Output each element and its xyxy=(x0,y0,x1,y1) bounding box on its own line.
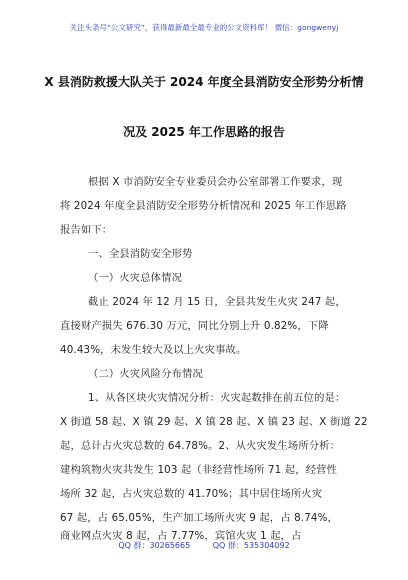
footer-banner xyxy=(0,540,408,551)
body-line: 起，总计占火灾总数的 64.78%。2、从火灾发生场所分析： xyxy=(60,440,341,452)
body-line: 根据 X 市消防安全专业委员会办公室部署工作要求，现 xyxy=(88,176,343,188)
section-heading: 一、全县消防安全形势 xyxy=(88,248,193,260)
body-line: 67 起，占 65.05%，生产加工场所火灾 9 起，占 8.74%， xyxy=(60,512,338,524)
body-line: X 街道 58 起、X 镇 29 起、X 镇 28 起、X 镇 23 起、X 街道 22 xyxy=(60,416,368,428)
body-line: 将 2024 年度全县消防安全形势分析情况和 2025 年工作思路 xyxy=(60,200,347,212)
body-line: 1、从各区块火灾情况分析：火灾起数排在前五位的是： xyxy=(88,392,346,404)
header-banner: 关注头条号“公文研究”，获得最新最全最专业的公文资料库！ 微信：gongwenyj xyxy=(69,23,339,32)
body-line: 40.43%，未发生较大及以上火灾事故。 xyxy=(60,344,247,356)
document-title-line-1: X 县消防救援大队关于 2024 年度全县消防安全形势分析情 xyxy=(44,75,364,89)
body-line: 商业网点火灾 8 起，占 7.77%，宾馆火灾 1 起，占 xyxy=(60,530,302,542)
subsection-heading: （二）火灾风险分布情况 xyxy=(88,368,203,380)
body-line: 场所 32 起，占火灾总数的 41.70%；其中居住场所火灾 xyxy=(60,488,323,500)
subsection-heading: （一）火灾总体情况 xyxy=(88,272,183,284)
document-title-line-2: 况及 2025 年工作思路的报告 xyxy=(123,125,285,139)
body-line: 建构筑物火灾共发生 103 起（非经营性场所 71 起，经营性 xyxy=(60,464,338,476)
footer-qq-group-2: QQ 群：535304092 xyxy=(212,541,290,550)
body-line: 截止 2024 年 12 月 15 日，全县共发生火灾 247 起， xyxy=(88,296,346,308)
body-line: 直接财产损失 676.30 万元，同比分别上升 0.82%，下降 xyxy=(60,320,329,332)
body-line: 报告如下： xyxy=(60,224,113,236)
footer-qq-group-1: QQ 群：30265665 xyxy=(118,541,191,550)
